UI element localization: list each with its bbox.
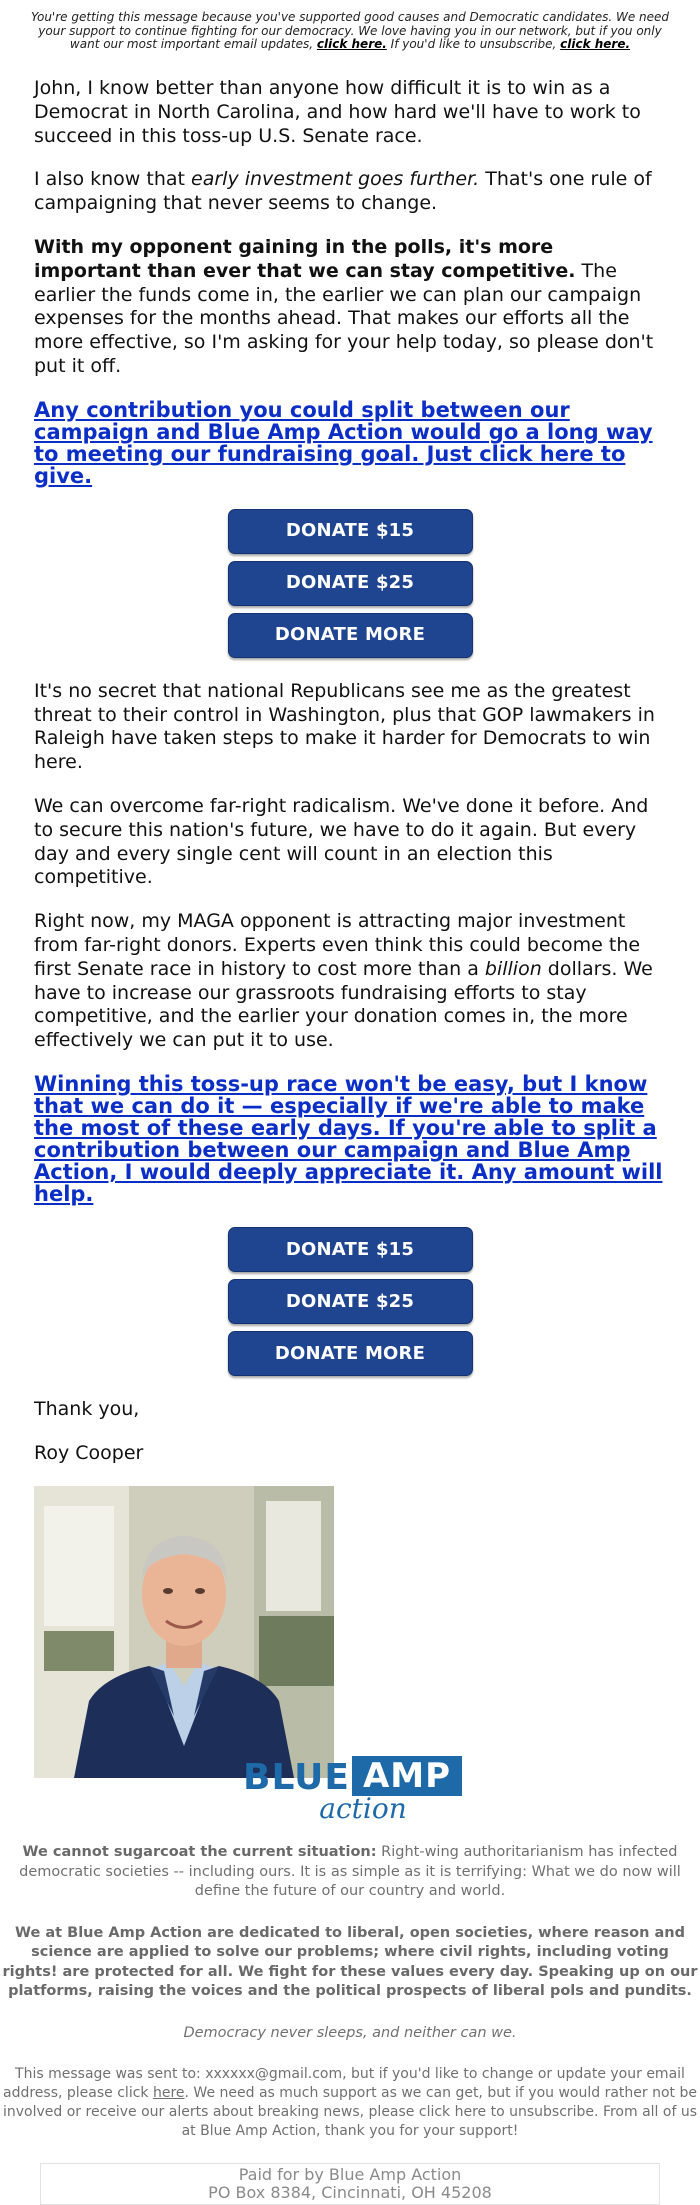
donate-button-group-2 <box>34 1227 666 1376</box>
blue-amp-action-logo[interactable] <box>235 1750 465 1825</box>
paragraph-5: We can overcome far-right radicalism. We've done it before. And to secure this nation's future, we have to do it again. But every day and every single cent will count in an election this competitive. <box>34 794 649 889</box>
footer <box>0 1750 700 2205</box>
donate-button-group-1 <box>34 509 666 658</box>
footer-sent-start: This message was sent to: xxxxxx@gmail.com, but if you'd like to change or update your email address, please click <box>3 2066 685 2101</box>
logo-action-text: action <box>319 1792 407 1825</box>
donate-15-button[interactable]: DONATE $15 <box>228 509 473 554</box>
footer-situation-rest: Right-wing authoritarianism has infected democratic societies -- including ours. It is as simple as it is terrifying: What we do now will define the future of our country and world. <box>19 1844 681 1899</box>
footer-situation-bold: We cannot sugarcoat the current situation: <box>22 1844 377 1860</box>
footer-sent-end: . We need as much support as we can get, but if you would rather not be involved or receive our alerts about breaking news, please click here to unsubscribe. From all of us at Blue Amp Action, thank you for your support! <box>3 2085 697 2139</box>
paragraph-4: It's no secret that national Republicans see me as the greatest threat to their control in Washington, plus that GOP lawmakers in Raleigh have taken steps to make it harder for Democrats to win here. <box>34 679 655 774</box>
update-email-link[interactable]: here <box>152 2085 185 2101</box>
contribute-link-2[interactable]: Winning this toss-up race won't be easy, but I know that we can do it — especially if we're able to make the most of these early days. If you're able to split a contribution between our campaign and Blue Amp Action, I would deeply appreciate it. Any amount will help. <box>34 1071 663 1206</box>
candidate-portrait-illustration <box>34 1486 334 1778</box>
logo-blue-text: BLUE <box>243 1757 350 1798</box>
donate-more-button[interactable]: DONATE MORE <box>228 613 473 658</box>
donate-more-button[interactable]: DONATE MORE <box>228 1331 473 1376</box>
paragraph-2-end: That's one rule of campaigning that never seems to change. <box>34 168 652 215</box>
preheader-unsubscribe-text: If you'd like to unsubscribe, <box>390 37 557 51</box>
paragraph-2 <box>34 168 666 216</box>
paragraph-6 <box>34 910 666 1053</box>
footer-situation <box>0 1843 700 1902</box>
footer-tagline <box>0 2024 700 2044</box>
sign-off: Thank you, <box>34 1397 140 1420</box>
paragraph-2-start: I also know that <box>34 168 192 191</box>
donate-25-button[interactable]: DONATE $25 <box>228 561 473 606</box>
paragraph-2-emphasis: early investment goes further. <box>191 168 480 191</box>
signature-name: Roy Cooper <box>34 1441 144 1464</box>
footer-mission <box>0 1924 700 2002</box>
logo-amp-text: AMP <box>352 1756 462 1796</box>
unsubscribe-link[interactable]: click here. <box>560 37 631 51</box>
footer-tagline-text: Democracy never sleeps, and neither can we. <box>183 2024 517 2041</box>
email-preferences-link[interactable]: click here. <box>316 37 387 51</box>
letter-body <box>34 77 666 1778</box>
paragraph-1: John, I know better than anyone how difficult it is to win as a Democrat in North Carolina, and how hard we'll have to work to succeed in this toss-up U.S. Senate race. <box>34 77 641 147</box>
preheader-disclaimer <box>30 11 670 52</box>
footer-mission-text: We at Blue Amp Action are dedicated to liberal, open societies, where reason and science are applied to solve our problems; where civil rights, including voting rights! are protected for all. We fight for these values every day. Speaking up on our platforms, raising the voices and the political prospects of liberal pols and pundits. <box>2 1924 698 1999</box>
preheader-text: You're getting this message because you've supported good causes and Democratic candidates. We need your support to continue fighting for our democracy. We love having you in our network, but if you only want our most important email updates, <box>30 10 670 51</box>
paragraph-3 <box>34 236 666 379</box>
contribute-link-1[interactable]: Any contribution you could split between our campaign and Blue Amp Action would go a long way to meeting our fundraising goal. Just click here to give. <box>34 397 653 488</box>
paragraph-6-start: Right now, my MAGA opponent is attracting major investment from far-right donors. Experts even think this could become the first Senate race in history to cost more than a <box>34 910 641 980</box>
paragraph-6-emphasis: billion <box>484 957 542 980</box>
paragraph-6-end: dollars. We have to increase our grassroots fundraising efforts to stay competitive, and the earlier your donation comes in, the more effectively we can put it to use. <box>34 957 653 1052</box>
paid-for-box <box>40 2163 660 2205</box>
donate-25-button[interactable]: DONATE $25 <box>228 1279 473 1324</box>
paid-for-text: Paid for by Blue Amp Action <box>238 2165 462 2184</box>
mailing-address: PO Box 8384, Cincinnati, OH 45208 <box>208 2183 492 2202</box>
donate-15-button[interactable]: DONATE $15 <box>228 1227 473 1272</box>
paragraph-3-bold: With my opponent gaining in the polls, it's more important than ever that we can stay competitive. <box>34 235 576 282</box>
candidate-photo <box>34 1486 334 1778</box>
paragraph-3-rest: The earlier the funds come in, the earlier we can plan our campaign expenses for the months ahead. That makes our efforts all the more effective, so I'm asking for your help today, so please don't put it off. <box>34 259 654 377</box>
footer-sent-notice <box>0 2065 700 2141</box>
